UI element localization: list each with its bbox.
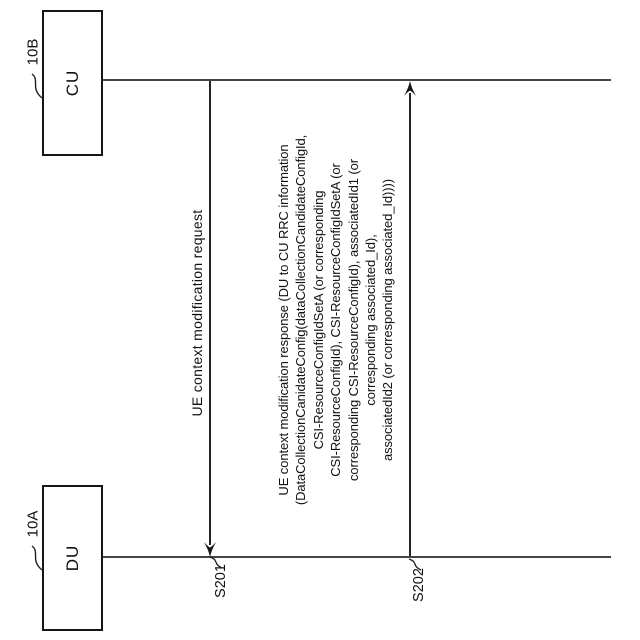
- message-line-s202: [409, 93, 411, 556]
- message-s202-line-2: (DataCollectionCanidateConfig(dataCollectionCandidateConfigId,: [293, 134, 309, 506]
- step-label-s201: S201: [213, 564, 229, 598]
- message-s202-line-6: corresponding associated_Id),: [363, 234, 379, 406]
- message-s202-line-1: UE context modification response (DU to CU RRC information: [276, 144, 292, 496]
- arrowhead-up-icon: [403, 81, 417, 96]
- leader-squiggle-10b-icon: [28, 73, 48, 100]
- message-line-s201: [209, 81, 211, 545]
- message-s202-line-4: CSI-ResourceConfigId), CSI-ResourceConfigIdSetA (or: [328, 163, 344, 477]
- message-s202-line-7: associatedId2 (or corresponding associated_Id)))): [380, 179, 396, 461]
- entity-box-cu: [42, 10, 103, 156]
- ref-label-10a: 10A: [24, 510, 42, 538]
- step-label-s202: S202: [411, 568, 427, 602]
- message-label-s201: UE context modification request: [189, 209, 205, 417]
- entity-label-du: DU: [62, 544, 82, 572]
- entity-box-du: [42, 485, 103, 631]
- message-s202-line-5: corresponding CSI-ResourceConfigId), associatedId1 (or: [345, 159, 361, 481]
- ref-label-10b: 10B: [24, 38, 42, 66]
- leader-squiggle-10a-icon: [28, 545, 48, 572]
- arrowhead-down-icon: [203, 542, 217, 557]
- message-s202-line-3: CSI-ResourceConfigIdSetA (or corresponding: [310, 190, 326, 450]
- message-label-s202: [275, 78, 397, 562]
- entity-label-cu: CU: [62, 69, 82, 97]
